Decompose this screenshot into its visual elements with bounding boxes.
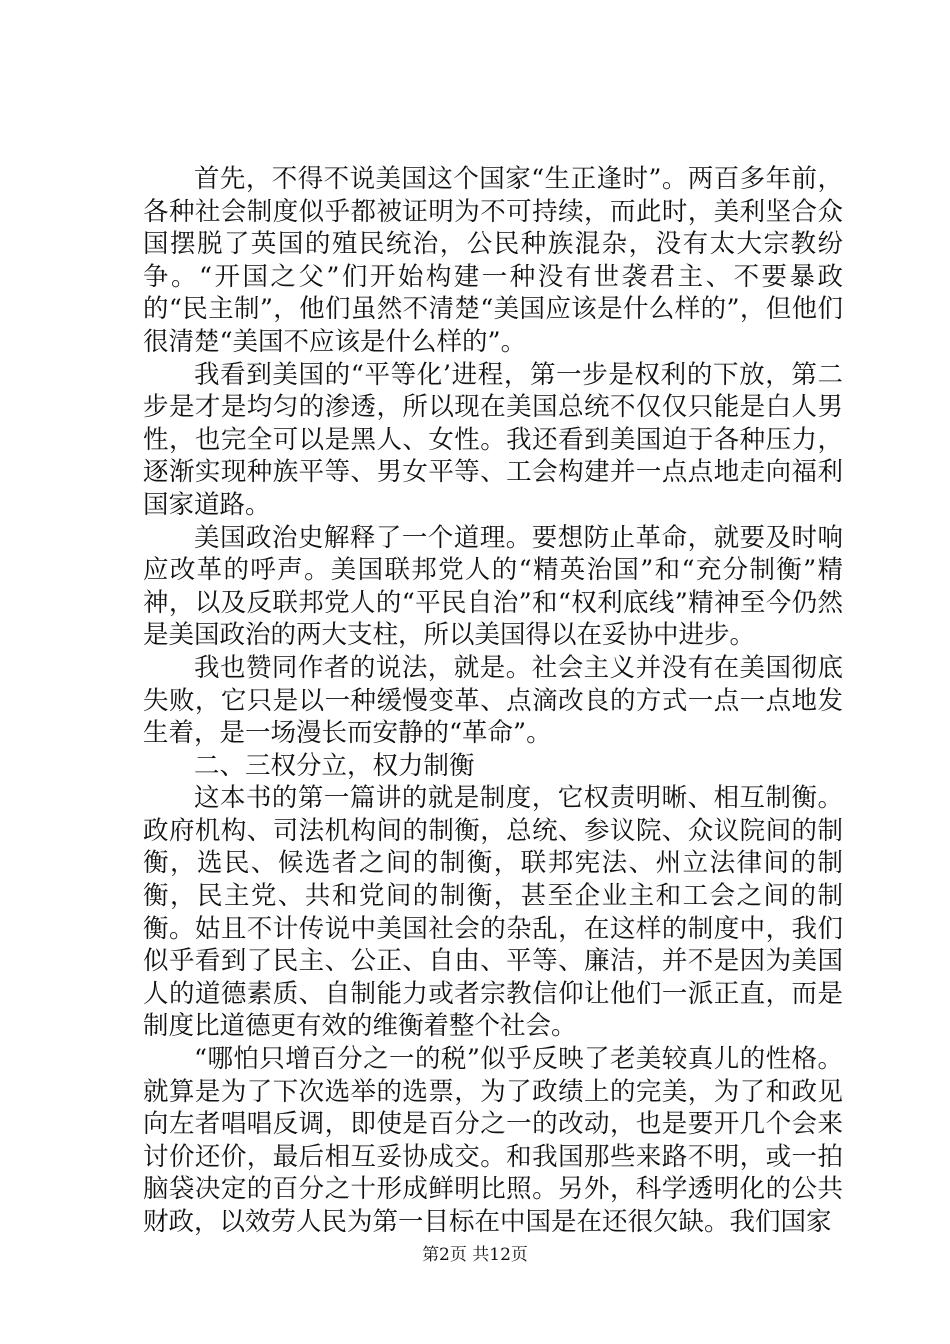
paragraph-4: 我也赞同作者的说法，就是。社会主义并没有在美国彻底失败，它只是以一种缓慢变革、点滴改良的方式一点一点地发生着，是一场漫长而安静的“革命”。 [143,652,843,749]
paragraph-3: 美国政治史解释了一个道理。要想防止革命，就要及时响应改革的呼声。美国联邦党人的“精英治国”和“充分制衡”精神，以及反联邦党人的“平民自治”和“权利底线”精神至今仍然是美国政治的两大支柱，所以美国得以在妥协中进步。 [143,522,843,651]
page-footer: 第2页 共12页 [422,1245,528,1265]
section-heading: 二、三权分立，权力制衡 [194,750,475,781]
paragraph-1: 首先，不得不说美国这个国家“生正逢时”。两百多年前，各种社会制度似乎都被证明为不可持续，而此时，美利坚合众国摆脱了英国的殖民统治，公民种族混杂，没有太大宗教纷争。“开国之父”们开始构建一种没有世袭君主、不要暴政的“民主制”，他们虽然不清楚“美国应该是什么样的”，但他们很清楚“美国不应该是什么样的”。 [143,164,843,357]
paragraph-2: 我看到美国的“平等化’进程，第一步是权利的下放，第二步是才是均匀的渗透，所以现在美国总统不仅仅只能是白人男性，也完全可以是黑人、女性。我还看到美国迫于各种压力，逐渐实现种族平等、男女平等、工会构建并一点点地走向福利国家道路。 [143,359,843,520]
document-body [143,163,843,1239]
paragraph-6: “哪怕只增百分之一的税”似乎反映了老美较真儿的性格。就算是为了下次选举的选票，为了政绩上的完美，为了和政见向左者唱唱反调，即使是百分之一的改动，也是要开几个会来讨价还价，最后相互妥协成交。和我国那些来路不明，或一拍脑袋决定的百分之十形成鲜明比照。另外，科学透明化的公共财政，以效劳人民为第一目标在中国是在还很欠缺。我们国家 [143,1044,843,1237]
paragraph-5: 这本书的第一篇讲的就是制度，它权责明晰、相互制衡。政府机构、司法机构间的制衡，总统、参议院、众议院间的制衡，选民、候选者之间的制衡，联邦宪法、州立法律间的制衡，民主党、共和党间的制衡，甚至企业主和工会之间的制衡。姑且不计传说中美国社会的杂乱，在这样的制度中，我们似乎看到了民主、公正、自由、平等、廉洁，并不是因为美国人的道德素质、自制能力或者宗教信仰让他们一派正直，而是制度比道德更有效的维衡着整个社会。 [143,783,843,1042]
